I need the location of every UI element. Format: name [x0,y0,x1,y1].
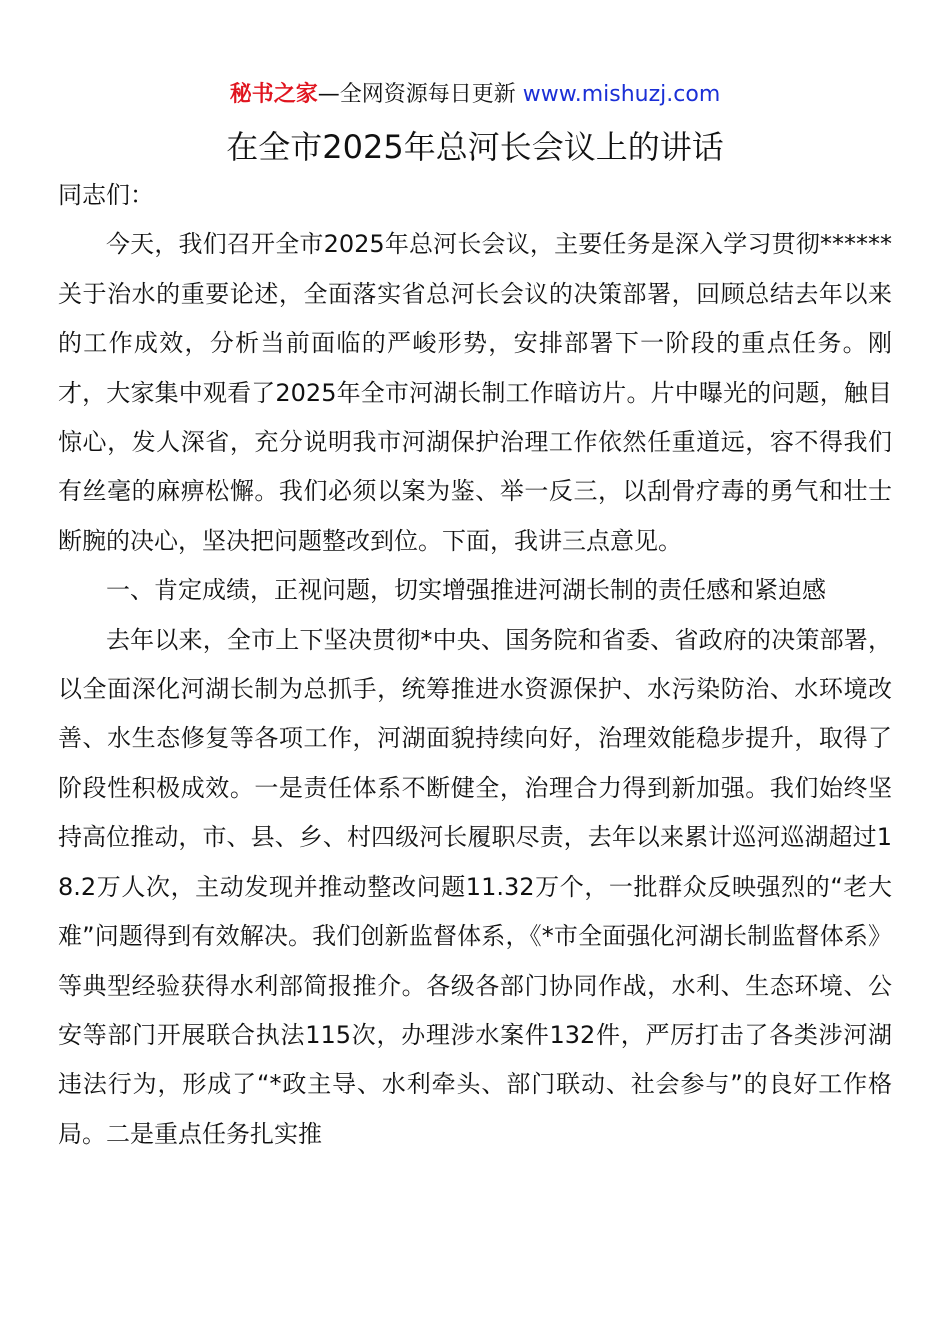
document-title: 在全市2025年总河长会议上的讲话 [226,128,724,166]
paragraph-section-1: 去年以来，全市上下坚决贯彻*中央、国务院和省委、省政府的决策部署，以全面深化河湖长制为总抓手，统筹推进水资源保护、水污染防治、水环境改善、水生态修复等各项工作，河湖面貌持续向好，治理效能稳步提升，取得了阶段性积极成效。一是责任体系不断健全，治理合力得到新加强。我们始终坚持高位推动，市、县、乡、村四级河长履职尽责，去年以来累计巡河巡湖超过18.2万人次，主动发现并推动整改问题11.32万个，一批群众反映强烈的“老大难”问题得到有效解决。我们创新监督体系，《*市全面强化河湖长制监督体系》等典型经验获得水利部简报推介。各级各部门协同作战，水利、生态环境、公安等部门开展联合执法115次，办理涉水案件132件，严厉打击了各类涉河湖违法行为，形成了“*政主导、水利牵头、部门联动、社会参与”的良好工作格局。二是重点任务扎实推 [58,625,892,1148]
paragraph-intro: 今天，我们召开全市2025年总河长会议，主要任务是深入学习贯彻******关于治水的重要论述，全面落实省总河长会议的决策部署，回顾总结去年以来的工作成效，分析当前面临的严峻形势，安排部署下一阶段的重点任务。刚才，大家集中观看了2025年全市河湖长制工作暗访片。片中曝光的问题，触目惊心，发人深省，充分说明我市河湖保护治理工作依然任重道远，容不得我们有丝毫的麻痹松懈。我们必须以案为鉴、举一反三，以刮骨疗毒的勇气和壮士断腕的决心，坚决把问题整改到位。下面，我讲三点意见。 [58,230,892,555]
brand-name: 秘书之家 [229,82,318,107]
section-heading-1: 一、肯定成绩，正视问题，切实增强推进河湖长制的责任感和紧迫感 [106,576,826,605]
salutation: 同志们： [58,181,154,209]
header-tagline: —全网资源每日更新 [317,82,516,107]
document-body [58,171,892,1159]
site-header [0,78,950,112]
site-url-link[interactable]: www.mishuzj.com [522,82,721,107]
